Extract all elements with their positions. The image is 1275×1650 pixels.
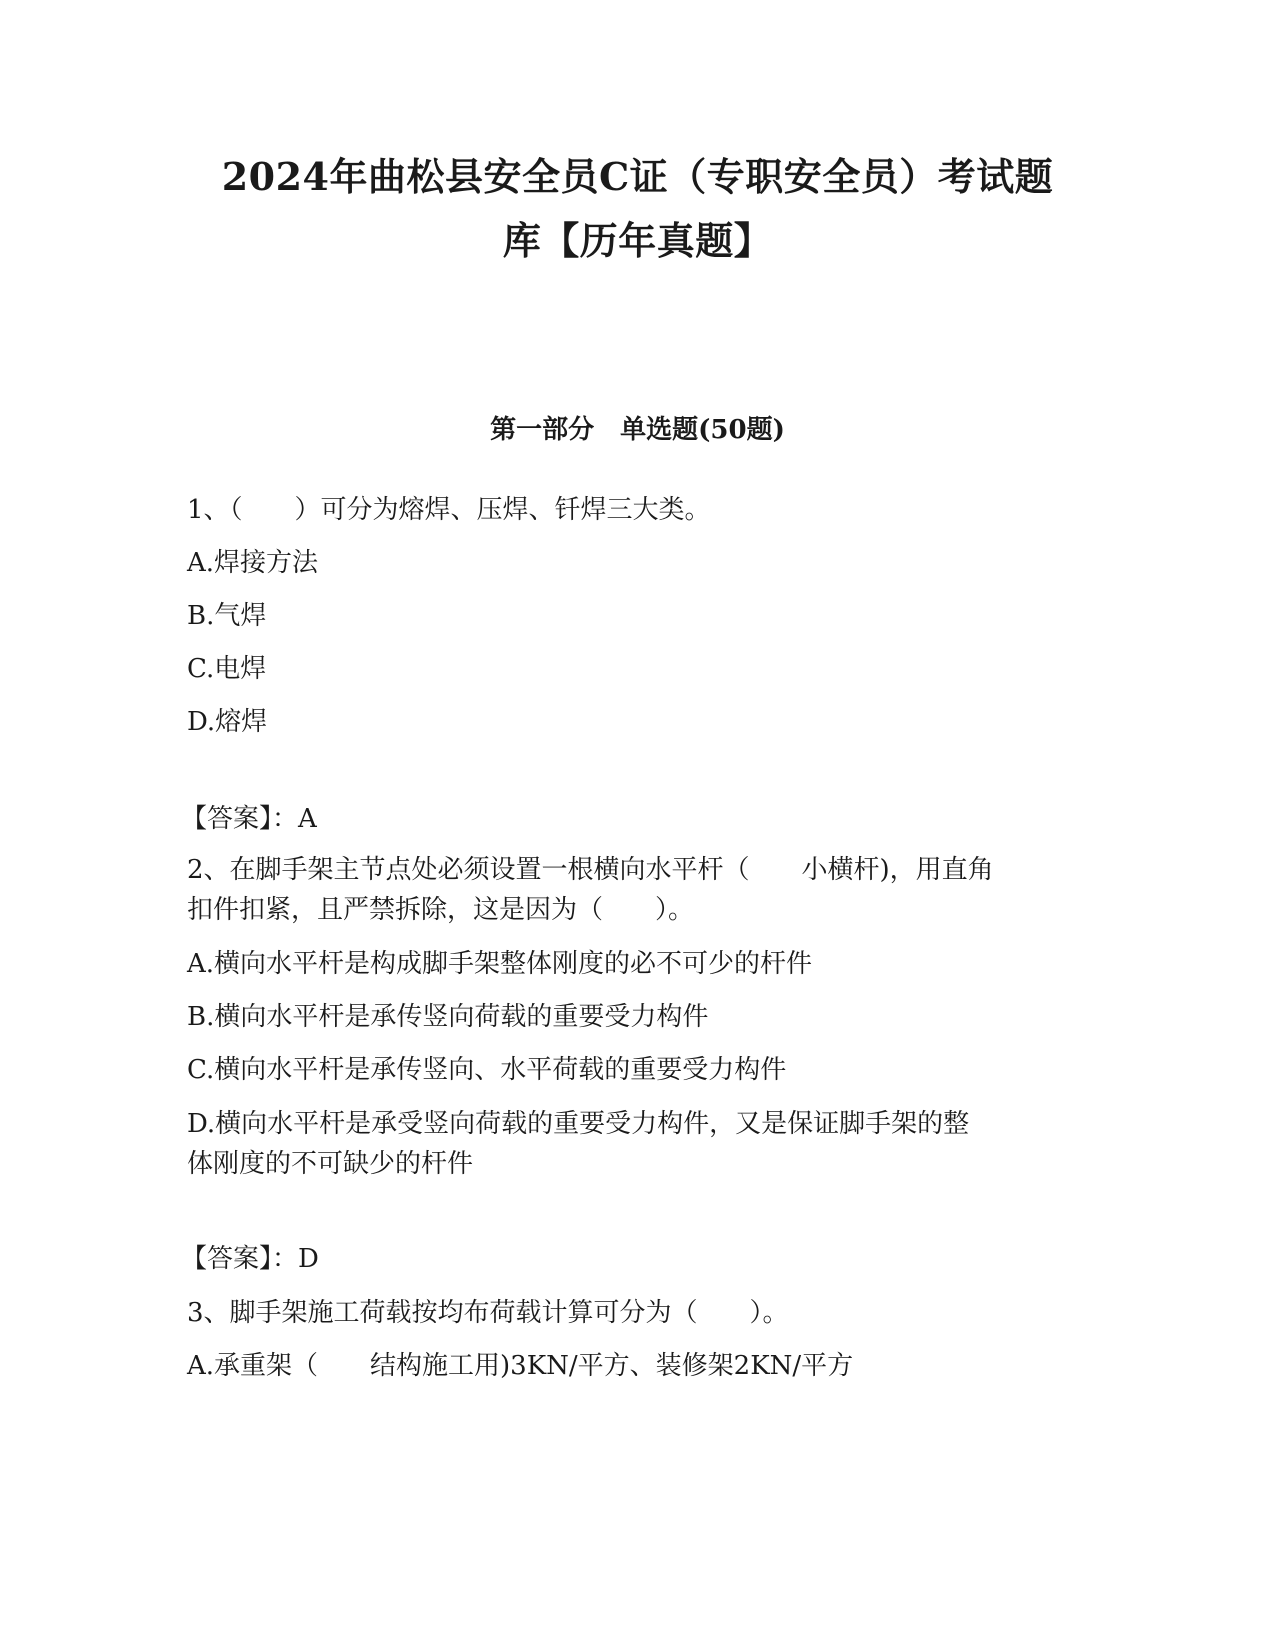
question-3-option-a: A.承重架（ 结构施工用)3KN/平方、装修架2KN/平方 — [187, 1351, 854, 1381]
question-1-option-d: D.熔焊 — [187, 707, 268, 737]
question-1-stem: 1、（ ）可分为熔焊、压焊、钎焊三大类。 — [187, 495, 711, 525]
document-title-line-2: 库【历年真题】 — [502, 218, 773, 263]
question-2-option-a: A.横向水平杆是构成脚手架整体刚度的必不可少的杆件 — [187, 949, 813, 979]
question-2-stem-line-1: 2、在脚手架主节点处必须设置一根横向水平杆（ 小横杆)，用直角 — [187, 855, 994, 885]
question-2-answer: 【答案】：D — [181, 1244, 319, 1274]
question-1-option-b: B.气焊 — [187, 601, 267, 631]
question-3-stem: 3、脚手架施工荷载按均布荷载计算可分为（ ）。 — [187, 1298, 789, 1328]
document-title-line-1: 2024年曲松县安全员C证（专职安全员）考试题 — [221, 154, 1054, 199]
question-1-option-c: C.电焊 — [187, 654, 267, 684]
section-heading: 第一部分 单选题(50题) — [490, 415, 785, 445]
question-1-answer: 【答案】：A — [181, 804, 317, 834]
question-1-option-a: A.焊接方法 — [187, 548, 319, 578]
question-2-option-b: B.横向水平杆是承传竖向荷载的重要受力构件 — [187, 1002, 709, 1032]
question-2-stem-line-2: 扣件扣紧，且严禁拆除，这是因为（ ）。 — [187, 895, 695, 925]
question-2-option-d-line-2: 体刚度的不可缺少的杆件 — [187, 1149, 474, 1179]
question-2-option-d-line-1: D.横向水平杆是承受竖向荷载的重要受力构件，又是保证脚手架的整 — [187, 1109, 970, 1139]
question-2-option-c: C.横向水平杆是承传竖向、水平荷载的重要受力构件 — [187, 1055, 787, 1085]
